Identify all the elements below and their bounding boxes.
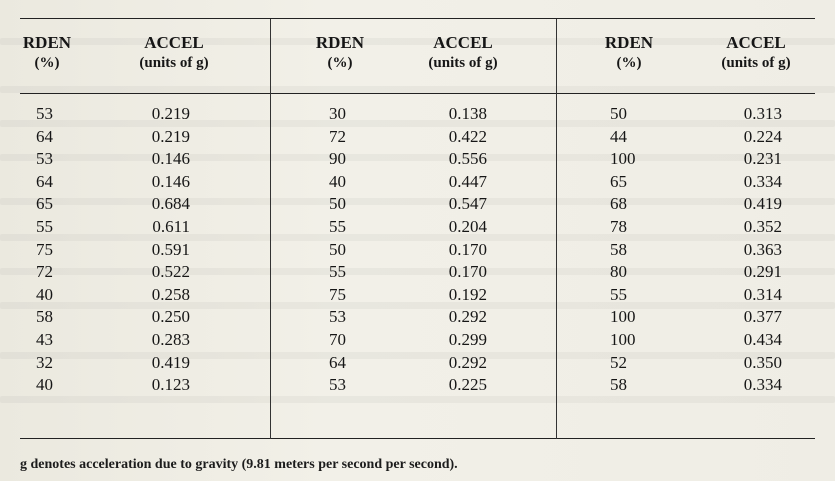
rden-cell: 40 [36, 284, 53, 304]
rden-cell: 53 [36, 104, 53, 123]
rden-column [329, 103, 346, 397]
accel-cell: 0.684 [151, 194, 190, 214]
bleed-through-line [0, 234, 835, 241]
rden-cell: 43 [36, 329, 53, 349]
accel-cell: 0.350 [743, 352, 782, 372]
bleed-through-line [0, 268, 835, 275]
accel-cell: 0.250 [151, 307, 190, 327]
rden-cell: 72 [36, 262, 53, 282]
rden-cell: 64 [329, 352, 346, 372]
accel-cell: 0.170 [448, 239, 487, 259]
accel-cell: 0.204 [448, 216, 487, 236]
rden-cell: 65 [610, 171, 627, 191]
group-divider [270, 19, 271, 439]
bleed-through-line [0, 120, 835, 127]
accel-cell: 0.291 [743, 262, 782, 282]
bleed-through-line [0, 396, 835, 403]
accel-cell: 0.146 [151, 171, 190, 191]
rden-cell: 40 [329, 171, 346, 191]
rden-cell: 40 [36, 375, 53, 395]
accel-cell: 0.313 [743, 104, 782, 123]
accel-column [130, 103, 190, 397]
rden-cell: 30 [329, 104, 346, 123]
header-accel: ACCEL (units of g) [428, 33, 498, 71]
accel-cell: 0.146 [151, 149, 190, 169]
rden-cell: 52 [610, 352, 627, 372]
rden-cell: 32 [36, 352, 53, 372]
accel-cell: 0.192 [448, 284, 487, 304]
rden-cell: 72 [329, 126, 346, 146]
accel-cell: 0.231 [743, 149, 782, 169]
accel-cell: 0.314 [743, 284, 782, 304]
accel-cell: 0.547 [448, 194, 487, 214]
rden-cell: 55 [36, 216, 53, 236]
accel-column [427, 103, 487, 397]
header-accel: ACCEL (units of g) [721, 33, 791, 71]
accel-cell: 0.170 [448, 262, 487, 282]
table-top-rule [20, 18, 815, 19]
bleed-through-line [0, 154, 835, 161]
rden-cell: 75 [36, 239, 53, 259]
accel-cell: 0.422 [448, 126, 487, 146]
accel-cell: 0.377 [743, 307, 782, 327]
rden-cell: 55 [610, 284, 627, 304]
rden-cell: 78 [610, 216, 627, 236]
header-accel: ACCEL (units of g) [139, 33, 209, 71]
rden-cell: 50 [329, 239, 346, 259]
accel-cell: 0.419 [151, 352, 190, 372]
rden-cell: 50 [610, 104, 627, 123]
header-rden: RDEN (%) [315, 33, 365, 71]
header-rden: RDEN (%) [22, 33, 72, 71]
accel-cell: 0.292 [448, 352, 487, 372]
accel-cell: 0.225 [448, 375, 487, 395]
accel-cell: 0.138 [448, 104, 487, 123]
rden-cell: 50 [329, 194, 346, 214]
accel-cell: 0.123 [151, 375, 190, 395]
header-rden: RDEN (%) [604, 33, 654, 71]
rden-cell: 100 [610, 149, 636, 169]
rden-cell: 100 [610, 329, 636, 349]
accel-cell: 0.522 [151, 262, 190, 282]
accel-cell: 0.283 [151, 329, 190, 349]
rden-cell: 90 [329, 149, 346, 169]
rden-cell: 64 [36, 126, 53, 146]
bleed-through-line [0, 198, 835, 205]
table-bottom-rule [20, 438, 815, 439]
header-bottom-rule [20, 93, 815, 94]
accel-cell: 0.219 [151, 126, 190, 146]
accel-cell: 0.363 [743, 239, 782, 259]
rden-cell: 53 [329, 375, 346, 395]
rden-cell: 55 [329, 216, 346, 236]
rden-cell: 75 [329, 284, 346, 304]
accel-cell: 0.219 [151, 104, 190, 123]
accel-cell: 0.334 [743, 171, 782, 191]
rden-column [36, 103, 53, 397]
accel-cell: 0.224 [743, 126, 782, 146]
bleed-through-line [0, 86, 835, 93]
rden-cell: 64 [36, 171, 53, 191]
bleed-through-line [0, 302, 835, 309]
rden-cell: 58 [610, 239, 627, 259]
rden-cell: 55 [329, 262, 346, 282]
rden-cell: 53 [329, 307, 346, 327]
accel-cell: 0.447 [448, 171, 487, 191]
rden-cell: 58 [610, 375, 627, 395]
accel-cell: 0.334 [743, 375, 782, 395]
accel-cell: 0.591 [151, 239, 190, 259]
rden-cell: 53 [36, 149, 53, 169]
rden-cell: 80 [610, 262, 627, 282]
group-divider [556, 19, 557, 439]
accel-cell: 0.419 [743, 194, 782, 214]
accel-cell: 0.292 [448, 307, 487, 327]
rden-cell: 58 [36, 307, 53, 327]
rden-cell: 70 [329, 329, 346, 349]
accel-cell: 0.556 [448, 149, 487, 169]
rden-column [610, 103, 636, 397]
rden-cell: 65 [36, 194, 53, 214]
accel-column [722, 103, 782, 397]
rden-cell: 68 [610, 194, 627, 214]
accel-cell: 0.434 [743, 329, 782, 349]
accel-cell: 0.299 [448, 329, 487, 349]
rden-cell: 100 [610, 307, 636, 327]
table-footnote: g denotes acceleration due to gravity (9.81 meters per second per second). [20, 457, 458, 472]
bleed-through-line [0, 352, 835, 359]
rden-cell: 44 [610, 126, 627, 146]
accel-cell: 0.258 [151, 284, 190, 304]
accel-cell: 0.611 [152, 216, 190, 236]
accel-cell: 0.352 [743, 216, 782, 236]
